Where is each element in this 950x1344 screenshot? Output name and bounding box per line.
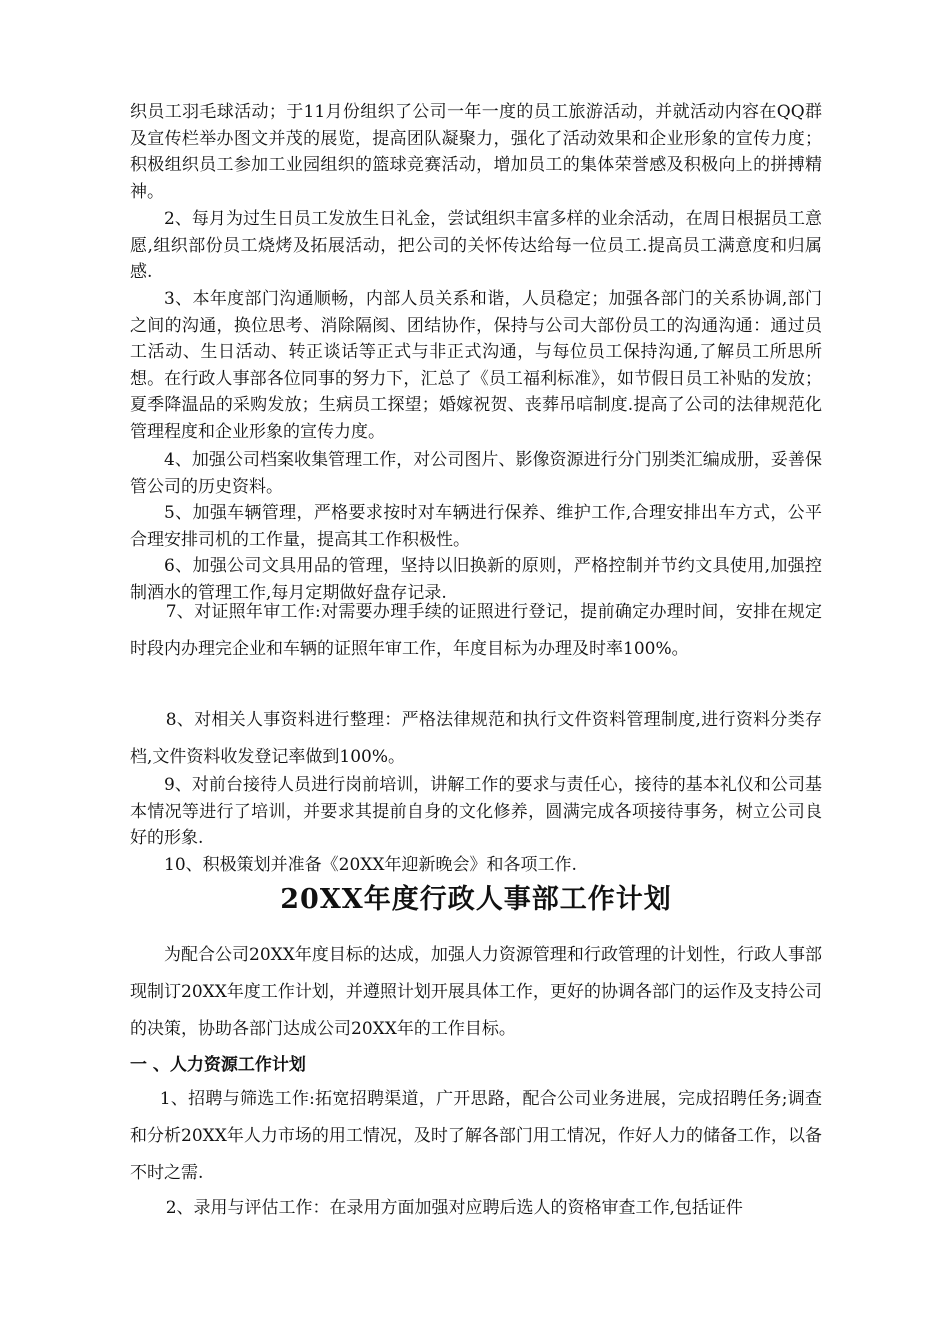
paragraph-item-7: 7、对证照年审工作:对需要办理手续的证照进行登记，提前确定办理时间，安排在规定时段内办理完企业和车辆的证照年审工作，年度目标为办理及时率100%。 bbox=[130, 602, 822, 659]
paragraph-item-8: 8、对相关人事资料进行整理：严格法律规范和执行文件资料管理制度,进行资料分类存档,文件资料收发登记率做到100%。 bbox=[130, 710, 822, 767]
plan-item-2: 2、录用与评估工作：在录用方面加强对应聘后选人的资格审查工作,包括证件 bbox=[165, 1198, 743, 1218]
plan-title: 20XX年度行政人事部工作计划 bbox=[280, 884, 672, 915]
paragraph-item-6: 6、加强公司文具用品的管理，坚持以旧换新的原则，严格控制并节约文具使用,加强控制酒水的管理工作,每月定期做好盘存记录. bbox=[130, 556, 822, 603]
section-heading-hr: 一 、人力资源工作计划 bbox=[130, 1055, 306, 1075]
paragraph-item-4: 4、加强公司档案收集管理工作，对公司图片、影像资源进行分门别类汇编成册，妥善保管公司的历史资料。 bbox=[130, 450, 822, 497]
plan-intro: 为配合公司20XX年度目标的达成，加强人力资源管理和行政管理的计划性，行政人事部现制订20XX年度工作计划，并遵照计划开展具体工作，更好的协调各部门的运作及支持公司的决策，协助各部门达成公司20XX年的工作目标。 bbox=[130, 945, 822, 1039]
plan-item-1: 1、招聘与筛选工作:拓宽招聘渠道，广开思路，配合公司业务进展，完成招聘任务;调查和分析20XX年人力市场的用工情况，及时了解各部门用工情况，作好人力的储备工作，以备不时之需. bbox=[130, 1089, 822, 1183]
paragraph-item-9: 9、对前台接待人员进行岗前培训，讲解工作的要求与责任心，接待的基本礼仪和公司基本情况等进行了培训，并要求其提前自身的文化修养，圆满完成各项接待事务，树立公司良好的形象. bbox=[130, 775, 822, 848]
paragraph-item-2: 2、每月为过生日员工发放生日礼金，尝试组织丰富多样的业余活动，在周日根据员工意愿,组织部份员工烧烤及拓展活动，把公司的关怀传达给每一位员工.提高员工满意度和归属感. bbox=[130, 209, 822, 282]
paragraph-item-10: 10、积极策划并准备《20XX年迎新晚会》和各项工作. bbox=[164, 855, 577, 875]
paragraph-item-5: 5、加强车辆管理，严格要求按时对车辆进行保养、维护工作,合理安排出车方式，公平合理安排司机的工作量，提高其工作积极性。 bbox=[130, 503, 822, 550]
paragraph-item-3: 3、本年度部门沟通顺畅，内部人员关系和谐，人员稳定；加强各部门的关系协调,部门之间的沟通，换位思考、消除隔阂、团结协作，保持与公司大部份员工的沟通沟通：通过员工活动、生日活动、转正谈话等正式与非正式沟通，与每位员工保持沟通,了解员工所思所想。在行政人事部各位同事的努力下，汇总了《员工福利标准》，如节假日员工补贴的发放；夏季降温品的采购发放；生病员工探望；婚嫁祝贺、丧葬吊唁制度.提高了公司的法律规范化管理程度和企业形象的宣传力度。 bbox=[130, 289, 822, 442]
paragraph-activities: 织员工羽毛球活动；于11月份组织了公司一年一度的员工旅游活动，并就活动内容在QQ群及宣传栏举办图文并茂的展览，提高团队凝聚力，强化了活动效果和企业形象的宣传力度；积极组织员工参加工业园组织的篮球竞赛活动，增加员工的集体荣誉感及积极向上的拼搏精神。 bbox=[130, 102, 822, 202]
